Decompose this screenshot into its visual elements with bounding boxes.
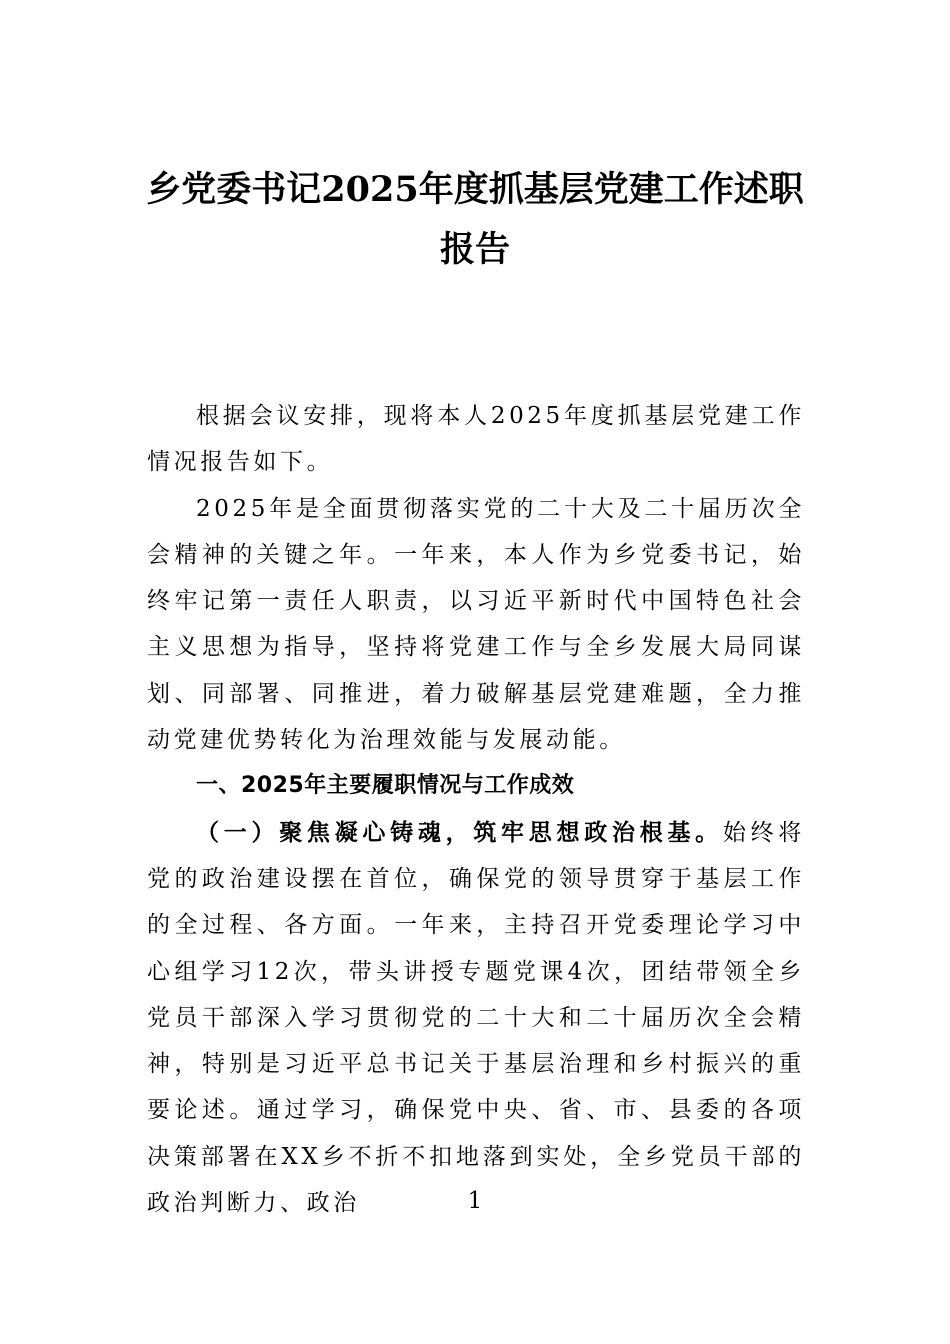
subsection-paragraph: [147, 810, 805, 1227]
document-title: [120, 160, 830, 280]
subsection-text: 始终将党的政治建设摆在首位，确保党的领导贯穿于基层工作的全过程、各方面。一年来，主持召开党委理论学习中心组学习12次，带头讲授专题党课4次，团结带领全乡党员干部深入学习贯彻党的二十大和二十届历次全会精神，特别是习近平总书记关于基层治理和乡村振兴的重要论述。通过学习，确保党中央、省、市、县委的各项决策部署在XX乡不折不扣地落到实处，全乡党员干部的政治判断力、政治: [147, 819, 805, 1217]
subsection-heading: （一）聚焦凝心铸魂，筑牢思想政治根基。: [196, 818, 723, 846]
title-line-1: 乡党委书记2025年度抓基层党建工作述职: [146, 169, 804, 210]
document-body: [147, 393, 805, 1226]
title-line-2: 报告: [439, 229, 510, 270]
section-heading: 一、2025年主要履职情况与工作成效: [196, 773, 575, 799]
intro-paragraph: 根据会议安排，现将本人2025年度抓基层党建工作情况报告如下。: [147, 403, 805, 476]
page-number: 1: [467, 1188, 483, 1214]
overview-paragraph: 2025年是全面贯彻落实党的二十大及二十届历次全会精神的关键之年。一年来，本人作为乡党委书记，始终牢记第一责任人职责，以习近平新时代中国特色社会主义思想为指导，坚持将党建工作与全乡发展大局同谋划、同部署、同推进，着力破解基层党建难题，全力推动党建优势转化为治理效能与发展动能。: [147, 495, 805, 754]
